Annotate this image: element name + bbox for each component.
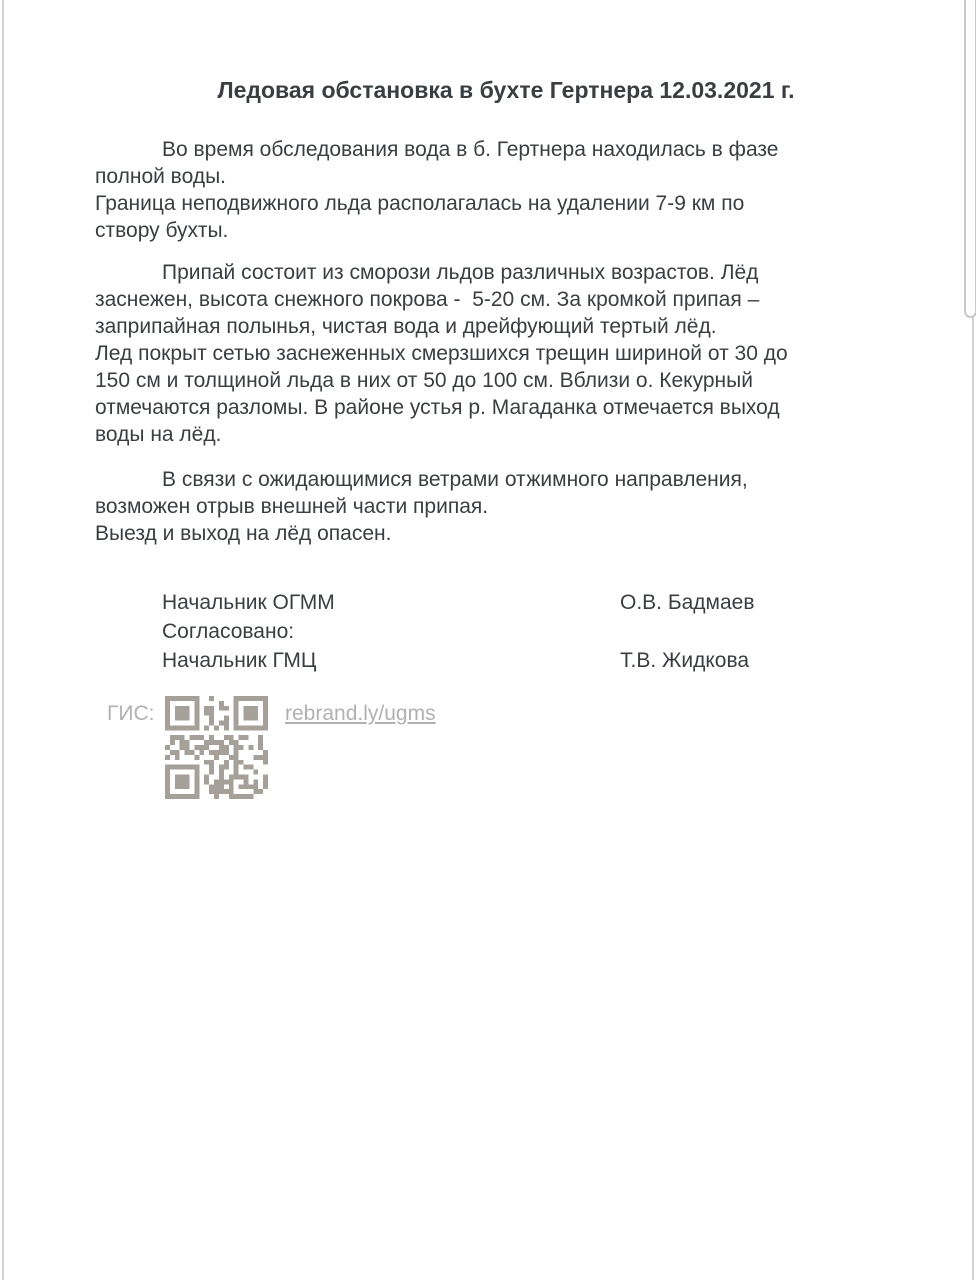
text-line: Во время обследования вода в б. Гертнера находилась в фазе [162,138,779,161]
paragraph-warning [95,466,748,547]
signature-row [95,618,917,647]
text-line: Припай состоит из сморози льдов различных возрастов. Лёд [162,261,759,284]
text-line: возможен отрыв внешней части припая. [95,495,489,518]
text-line: Граница неподвижного льда располагалась на удалении 7-9 км по [95,192,745,215]
gis-label: ГИС: [107,702,155,725]
scrollbar-thumb[interactable] [964,0,976,318]
paragraph-fast-ice [95,259,788,448]
text-line: 150 см и толщиной льда в них от 50 до 100 см. Вблизи о. Кекурный [95,369,753,392]
text-line: створу бухты. [95,219,229,242]
gis-link[interactable]: rebrand.ly/ugms [285,702,436,725]
signature-name: О.В. Бадмаев [620,591,755,614]
paragraph-water-phase [95,136,778,244]
text-line: Выезд и выход на лёд опасен. [95,522,392,545]
text-line: отмечаются разломы. В районе устья р. Магаданка отмечается выход [95,396,780,419]
signature-title: Согласовано: [162,620,295,643]
qr-code [165,696,268,799]
signature-row [95,589,917,618]
signature-block [95,589,917,676]
gis-section [95,694,917,804]
signature-title: Начальник ГМЦ [162,649,317,672]
text-line: Лед покрыт сетью заснеженных смерзшихся трещин шириной от 30 до [95,342,788,365]
text-line: заснежен, высота снежного покрова - 5-20 см. За кромкой припая – [95,288,760,311]
text-line: заприпайная полынья, чистая вода и дрейфующий тертый лёд. [95,315,717,338]
text-line: воды на лёд. [95,423,222,446]
signature-title: Начальник ОГММ [162,591,335,614]
signature-row [95,647,917,676]
text-line: полной воды. [95,165,227,188]
page-left-edge [2,0,4,1280]
document-page [95,0,917,1280]
document-title: Ледовая обстановка в бухте Гертнера 12.03.2021 г. [217,77,795,103]
text-line: В связи с ожидающимися ветрами отжимного направления, [162,468,748,491]
signature-name: Т.В. Жидкова [620,649,750,672]
